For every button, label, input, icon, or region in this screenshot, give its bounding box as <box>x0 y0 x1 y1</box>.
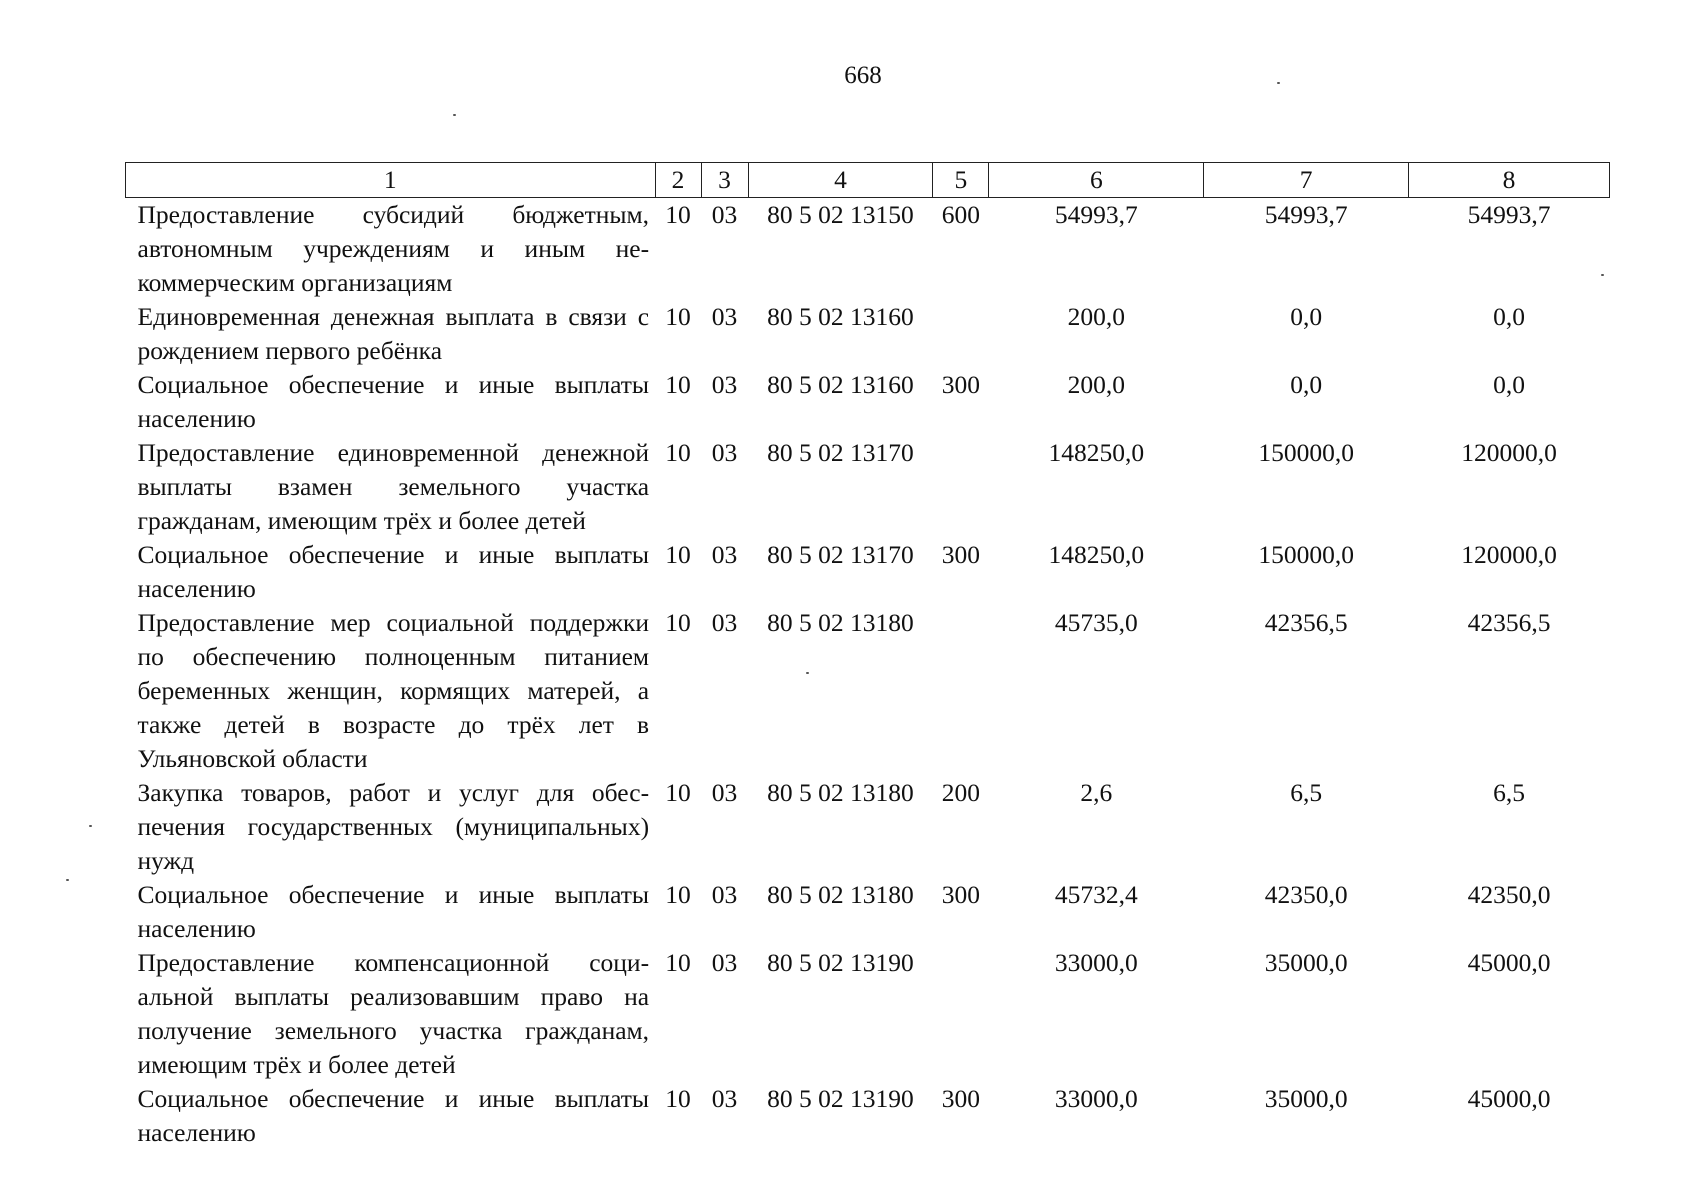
row-amount-col8: 42356,5 <box>1467 608 1551 637</box>
row-target-code: 80 5 02 13160 <box>767 302 914 331</box>
row-amount-col6: 2,6 <box>1080 778 1113 807</box>
row-subsection: 03 <box>711 1084 738 1113</box>
row-section: 10 <box>665 1084 691 1113</box>
row-target-code: 80 5 02 13160 <box>767 370 914 399</box>
table-row <box>126 300 1610 368</box>
table-row <box>126 606 1610 776</box>
row-expense-type: 300 <box>941 1084 981 1113</box>
row-section: 10 <box>665 880 691 909</box>
row-section: 10 <box>665 302 691 331</box>
column-header-1: 1 <box>126 163 656 198</box>
row-expense-type: 600 <box>941 200 981 229</box>
row-amount-col6: 45735,0 <box>1054 608 1138 637</box>
row-amount-col8: 42350,0 <box>1467 880 1551 909</box>
row-amount-col8: 120000,0 <box>1461 540 1557 569</box>
scan-speck <box>1277 82 1280 84</box>
row-amount-col8: 120000,0 <box>1461 438 1557 467</box>
column-header-7: 7 <box>1204 163 1409 198</box>
row-name: Социальное обеспечение и иные выплаты населению <box>137 1084 650 1147</box>
row-section: 10 <box>665 608 691 637</box>
row-amount-col6: 33000,0 <box>1054 1084 1138 1113</box>
row-target-code: 80 5 02 13180 <box>767 608 914 637</box>
row-name: Закупка товаров, работ и услуг для обеспечения государственных (муниципальных) нужд <box>137 778 650 875</box>
row-expense-type: 300 <box>941 880 981 909</box>
page-number: 668 <box>844 62 882 89</box>
row-amount-col7: 42350,0 <box>1264 880 1348 909</box>
row-expense-type: 300 <box>941 540 981 569</box>
row-name: Предоставление мер социальной поддержки по обеспечению полноценным питанием беременных женщин, кормящих матерей, а также детей в возрасте до трёх лет в Ульяновской области <box>137 608 650 773</box>
row-expense-type: 300 <box>941 370 981 399</box>
scan-speck <box>66 879 69 881</box>
row-amount-col6: 200,0 <box>1067 302 1125 331</box>
budget-table <box>125 162 1610 1150</box>
row-amount-col7: 6,5 <box>1290 778 1323 807</box>
row-amount-col6: 148250,0 <box>1048 540 1145 569</box>
header-row <box>126 163 1610 198</box>
column-header-6: 6 <box>989 163 1204 198</box>
row-name: Социальное обеспечение и иные выплаты населению <box>137 880 650 943</box>
row-amount-col7: 150000,0 <box>1258 540 1354 569</box>
row-amount-col6: 54993,7 <box>1054 200 1138 229</box>
column-header-5: 5 <box>933 163 989 198</box>
row-amount-col8: 6,5 <box>1493 778 1525 807</box>
row-amount-col8: 0,0 <box>1493 370 1525 399</box>
row-amount-col7: 54993,7 <box>1264 200 1348 229</box>
row-name: Предоставление единовременной денежной выплаты взамен земельного участка гражданам, имеющим трёх и более детей <box>137 438 650 535</box>
table-row <box>126 946 1610 1082</box>
column-header-4: 4 <box>748 163 933 198</box>
row-subsection: 03 <box>711 880 738 909</box>
row-subsection: 03 <box>711 438 738 467</box>
column-header-3: 3 <box>701 163 748 198</box>
row-amount-col7: 0,0 <box>1290 370 1323 399</box>
row-target-code: 80 5 02 13190 <box>767 1084 914 1113</box>
row-subsection: 03 <box>711 200 738 229</box>
row-subsection: 03 <box>711 778 738 807</box>
row-target-code: 80 5 02 13190 <box>767 948 914 977</box>
row-amount-col6: 148250,0 <box>1048 438 1145 467</box>
row-subsection: 03 <box>711 370 738 399</box>
row-amount-col7: 35000,0 <box>1264 1084 1348 1113</box>
row-name: Предоставление субсидий бюджетным, автономным учреждениям и иным некоммерческим организациям <box>137 200 650 297</box>
table-row <box>126 776 1610 878</box>
row-amount-col7: 35000,0 <box>1264 948 1348 977</box>
row-section: 10 <box>665 200 691 229</box>
row-amount-col8: 0,0 <box>1493 302 1525 331</box>
row-name: Предоставление компенсационной социальной выплаты реализовавшим право на получение земельного участка гражданам, имеющим трёх и более детей <box>137 948 650 1079</box>
row-subsection: 03 <box>711 540 738 569</box>
row-amount-col6: 45732,4 <box>1054 880 1138 909</box>
row-target-code: 80 5 02 13180 <box>767 778 914 807</box>
row-name: Социальное обеспечение и иные выплаты населению <box>137 540 650 603</box>
row-section: 10 <box>665 438 691 467</box>
row-target-code: 80 5 02 13170 <box>767 540 914 569</box>
row-expense-type <box>933 606 989 776</box>
row-section: 10 <box>665 370 691 399</box>
row-amount-col8: 54993,7 <box>1467 200 1551 229</box>
scan-speck <box>453 114 456 116</box>
row-expense-type <box>933 946 989 1082</box>
table-row <box>126 198 1610 301</box>
row-section: 10 <box>665 778 691 807</box>
row-target-code: 80 5 02 13150 <box>767 200 914 229</box>
row-amount-col7: 42356,5 <box>1264 608 1348 637</box>
row-amount-col7: 0,0 <box>1290 302 1323 331</box>
row-name: Единовременная денежная выплата в связи с рождением первого ребёнка <box>137 302 650 365</box>
row-subsection: 03 <box>711 948 738 977</box>
table-row <box>126 1082 1610 1150</box>
row-amount-col6: 200,0 <box>1067 370 1125 399</box>
row-subsection: 03 <box>711 608 738 637</box>
table-row <box>126 878 1610 946</box>
row-expense-type <box>933 436 989 538</box>
row-expense-type: 200 <box>941 778 981 807</box>
row-amount-col8: 45000,0 <box>1467 1084 1551 1113</box>
row-expense-type <box>933 300 989 368</box>
table-row <box>126 436 1610 538</box>
table-row <box>126 538 1610 606</box>
scan-speck <box>89 825 92 827</box>
column-header-2: 2 <box>655 163 701 198</box>
row-subsection: 03 <box>711 302 738 331</box>
row-amount-col6: 33000,0 <box>1054 948 1138 977</box>
row-section: 10 <box>665 540 691 569</box>
row-section: 10 <box>665 948 691 977</box>
column-header-8: 8 <box>1409 163 1610 198</box>
row-amount-col8: 45000,0 <box>1467 948 1551 977</box>
table-row <box>126 368 1610 436</box>
row-amount-col7: 150000,0 <box>1258 438 1354 467</box>
row-target-code: 80 5 02 13180 <box>767 880 914 909</box>
row-target-code: 80 5 02 13170 <box>767 438 914 467</box>
row-name: Социальное обеспечение и иные выплаты населению <box>137 370 650 433</box>
